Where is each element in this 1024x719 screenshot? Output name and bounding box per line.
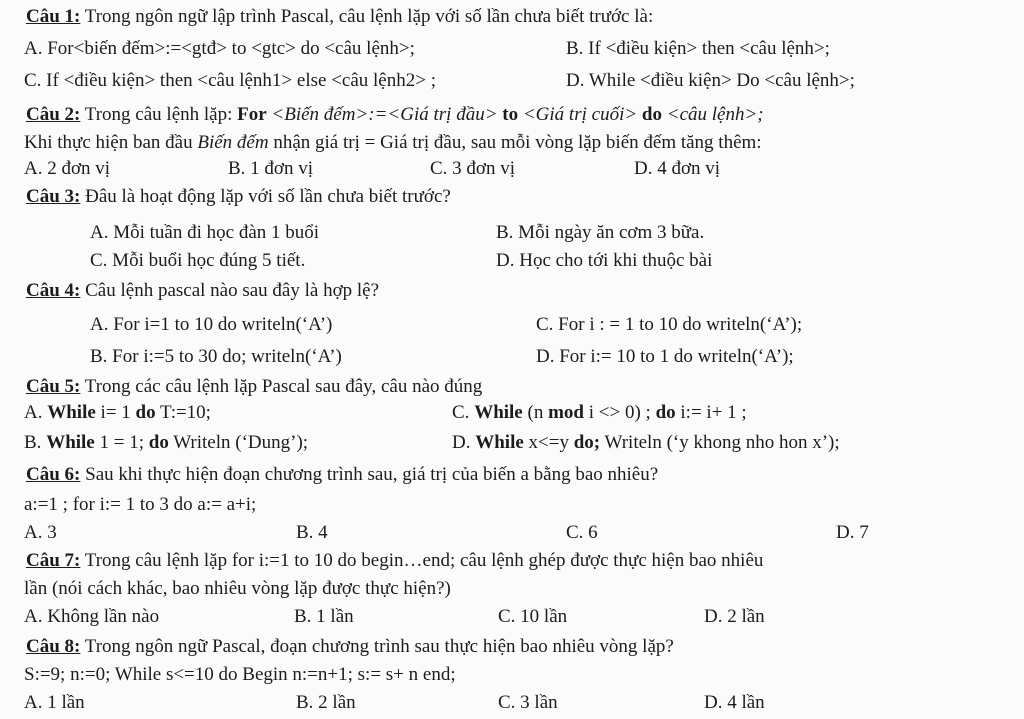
q5-option-a (24, 402, 211, 424)
q4-option-d: D. For i:= 10 to 1 do writeln(‘A’); (536, 346, 794, 367)
q4-option-a: A. For i=1 to 10 do writeln(‘A’) (90, 314, 333, 335)
q6-option-b: B. 4 (296, 522, 328, 543)
code-part: Writeln (‘y khong nho hon x’); (600, 432, 840, 453)
question-number: Câu 7: (26, 550, 81, 571)
keyword-do: do (148, 432, 169, 453)
q7-option-d: D. 2 lần (704, 606, 765, 627)
question-6 (26, 464, 658, 486)
keyword-for: For (237, 104, 267, 125)
q6-option-d: D. 7 (836, 522, 869, 543)
code-part: (n (522, 402, 549, 423)
variable-name: Biến đếm (197, 132, 269, 153)
question-number: Câu 8: (26, 636, 81, 657)
question-text: nhận giá trị = Giá trị đầu, sau mỗi vòng lặp biến đếm tăng thêm: (268, 132, 762, 153)
question-2-line-2 (24, 132, 762, 154)
question-2 (26, 104, 764, 126)
keyword-do: do (655, 402, 676, 423)
syntax-part: <Biến đếm>:=<Giá trị đầu> (266, 104, 503, 125)
keyword-while: While (47, 402, 96, 423)
option-letter: C. (452, 402, 475, 423)
q1-option-b: B. If <điều kiện> then <câu lệnh>; (566, 38, 830, 59)
question-number: Câu 5: (26, 376, 81, 397)
question-7 (26, 550, 763, 572)
q1-option-c: C. If <điều kiện> then <câu lệnh1> else <câu lệnh2> ; (24, 70, 436, 91)
q1-option-a: A. For<biến đếm>:=<gtđ> to <gtc> do <câu lệnh>; (24, 38, 415, 59)
question-text: Khi thực hiện ban đầu (24, 132, 198, 153)
option-letter: A. (24, 402, 48, 423)
q2-option-d: D. 4 đơn vị (634, 158, 721, 179)
q3-option-c: C. Mỗi buổi học đúng 5 tiết. (90, 250, 306, 271)
q7-option-a: A. Không lần nào (24, 606, 160, 627)
question-7-line-2: lần (nói cách khác, bao nhiêu vòng lặp được thực hiện?) (24, 578, 451, 599)
option-letter: B. (24, 432, 47, 453)
q3-option-b: B. Mỗi ngày ăn cơm 3 bữa. (496, 222, 705, 243)
code-part: 1 = 1; (94, 432, 149, 453)
question-text: Sau khi thực hiện đoạn chương trình sau, giá trị của biến a bằng bao nhiêu? (80, 464, 659, 485)
q5-option-b (24, 432, 308, 454)
q3-option-a: A. Mỗi tuần đi học đàn 1 buổi (90, 222, 320, 243)
question-text: Trong các câu lệnh lặp Pascal sau đây, câu nào đúng (80, 376, 483, 397)
q2-option-a: A. 2 đơn vị (24, 158, 111, 179)
option-letter: D. (452, 432, 476, 453)
question-text: Trong ngôn ngữ lập trình Pascal, câu lệnh lặp với số lần chưa biết trước là: (80, 6, 654, 27)
code-part: Writeln (‘Dung’); (168, 432, 309, 453)
keyword-mod: mod (548, 402, 584, 423)
q5-option-c (452, 402, 747, 424)
q8-option-c: C. 3 lần (498, 692, 558, 713)
code-part: i= 1 (95, 402, 136, 423)
question-number: Câu 3: (26, 186, 81, 207)
q6-option-c: C. 6 (566, 522, 598, 543)
question-text: Trong câu lệnh lặp for i:=1 to 10 do begin…end; câu lệnh ghép được thực hiện bao nhiêu (80, 550, 764, 571)
question-text: Trong câu lệnh lặp: (80, 104, 238, 125)
q3-option-d: D. Học cho tới khi thuộc bài (496, 250, 713, 271)
question-number: Câu 1: (26, 6, 81, 27)
keyword-while: While (46, 432, 95, 453)
question-8 (26, 636, 674, 658)
keyword-do: do (641, 104, 662, 125)
keyword-to: to (502, 104, 519, 125)
keyword-while: While (474, 402, 523, 423)
q1-option-d: D. While <điều kiện> Do <câu lệnh>; (566, 70, 855, 91)
question-1 (26, 6, 653, 28)
question-3 (26, 186, 451, 208)
question-5 (26, 376, 482, 398)
syntax-part: <Giá trị cuối> (518, 104, 642, 125)
code-part: x<=y (523, 432, 574, 453)
syntax-part: <câu lệnh>; (662, 104, 764, 125)
code-part: i:= i+ 1 ; (675, 402, 747, 423)
keyword-do: do (135, 402, 156, 423)
code-part: i <> 0) ; (583, 402, 656, 423)
q8-code: S:=9; n:=0; While s<=10 do Begin n:=n+1; s:= s+ n end; (24, 664, 456, 685)
q7-option-b: B. 1 lần (294, 606, 354, 627)
question-number: Câu 2: (26, 104, 81, 125)
q4-option-c: C. For i : = 1 to 10 do writeln(‘A’); (536, 314, 803, 335)
q6-code: a:=1 ; for i:= 1 to 3 do a:= a+i; (24, 494, 257, 515)
keyword-while: While (475, 432, 524, 453)
q4-option-b: B. For i:=5 to 30 do; writeln(‘A’) (90, 346, 342, 367)
q8-option-b: B. 2 lần (296, 692, 356, 713)
question-text: Trong ngôn ngữ Pascal, đoạn chương trình sau thực hiện bao nhiêu vòng lặp? (80, 636, 674, 657)
q8-option-a: A. 1 lần (24, 692, 85, 713)
question-4 (26, 280, 379, 302)
q5-option-d (452, 432, 840, 454)
code-part: T:=10; (155, 402, 211, 423)
question-number: Câu 4: (26, 280, 81, 301)
keyword-do: do; (573, 432, 601, 453)
q2-option-c: C. 3 đơn vị (430, 158, 515, 179)
q7-option-c: C. 10 lần (498, 606, 568, 627)
q2-option-b: B. 1 đơn vị (228, 158, 313, 179)
q8-option-d: D. 4 lần (704, 692, 765, 713)
question-text: Câu lệnh pascal nào sau đây là hợp lệ? (80, 280, 380, 301)
q6-option-a: A. 3 (24, 522, 57, 543)
question-text: Đâu là hoạt động lặp với số lần chưa biết trước? (80, 186, 451, 207)
question-number: Câu 6: (26, 464, 81, 485)
